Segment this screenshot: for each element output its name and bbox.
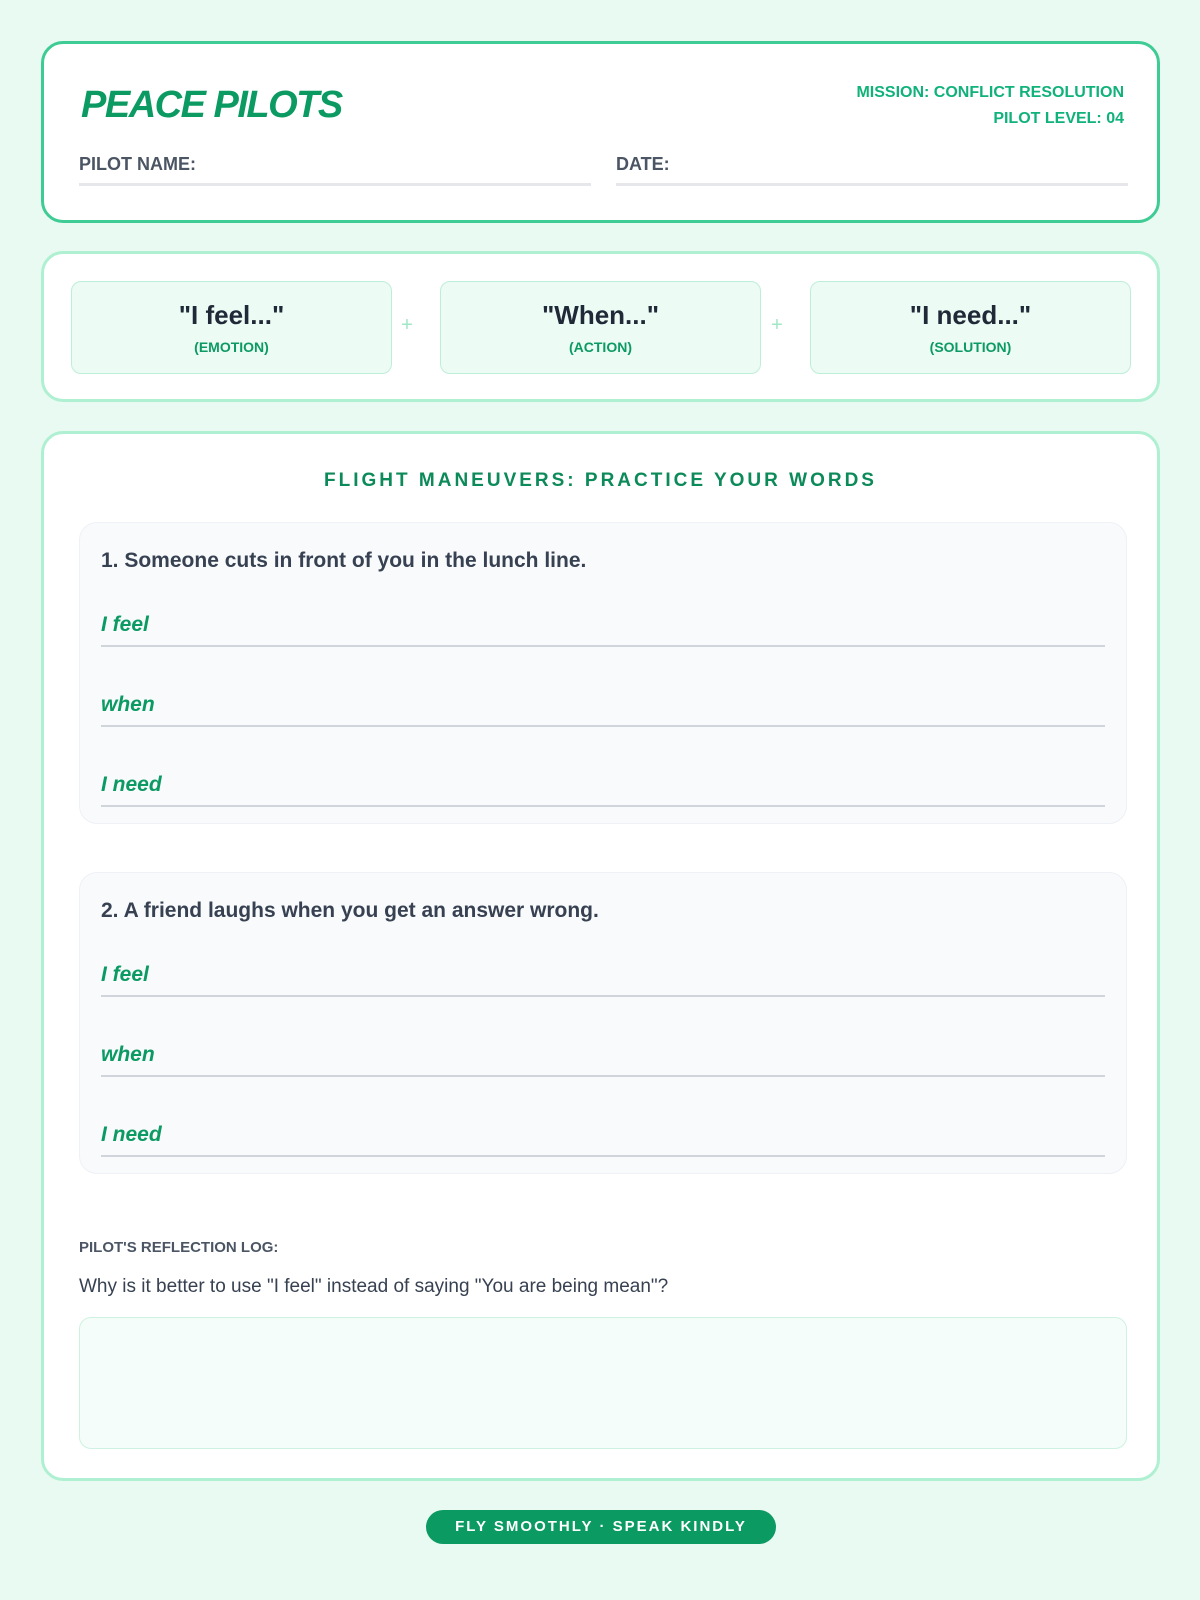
formula-phrase: "When..." <box>541 300 660 330</box>
answer-line-need[interactable] <box>101 1113 1105 1157</box>
scenario-question: 1. Someone cuts in front of you in the lunch line. <box>101 549 587 572</box>
formula-phrase: "I feel..." <box>178 300 285 330</box>
date-field[interactable] <box>616 154 1128 186</box>
prompt-label: I feel <box>101 963 149 986</box>
prompt-label: when <box>101 1043 155 1066</box>
answer-line-when[interactable] <box>101 683 1105 727</box>
reflection-question: Why is it better to use "I feel" instead of saying "You are being mean"? <box>79 1276 669 1297</box>
prompt-label: when <box>101 693 155 716</box>
reflection-answer-box[interactable] <box>79 1317 1127 1449</box>
practice-card <box>41 431 1160 1481</box>
formula-box-need <box>810 281 1131 374</box>
mission-label: MISSION: CONFLICT RESOLUTION <box>856 84 1124 101</box>
pilot-name-field[interactable] <box>79 154 591 186</box>
formula-card <box>41 251 1160 402</box>
answer-line-need[interactable] <box>101 763 1105 807</box>
answer-line-when[interactable] <box>101 1033 1105 1077</box>
answer-line-feel[interactable] <box>101 953 1105 997</box>
section-title: FLIGHT MANEUVERS: PRACTICE YOUR WORDS <box>324 470 877 491</box>
prompt-label: I feel <box>101 613 149 636</box>
mission-meta <box>856 80 1124 132</box>
formula-box-when <box>440 281 761 374</box>
scenario-question: 2. A friend laughs when you get an answer wrong. <box>101 899 599 922</box>
plus-icon: + <box>401 314 413 336</box>
formula-sub: (ACTION) <box>569 339 632 355</box>
formula-phrase: "I need..." <box>909 300 1032 330</box>
scenario-card <box>79 522 1127 824</box>
reflection-label: PILOT'S REFLECTION LOG: <box>79 1239 279 1256</box>
date-label: DATE: <box>616 154 670 174</box>
page-title: PEACE PILOTS <box>81 84 342 126</box>
header-card <box>41 41 1160 223</box>
prompt-label: I need <box>101 773 162 796</box>
formula-box-feel <box>71 281 392 374</box>
answer-line-feel[interactable] <box>101 603 1105 647</box>
scenario-card <box>79 872 1127 1174</box>
plus-icon: + <box>771 314 783 336</box>
prompt-label: I need <box>101 1123 162 1146</box>
pilot-name-label: PILOT NAME: <box>79 154 196 174</box>
formula-sub: (EMOTION) <box>194 339 269 355</box>
formula-sub: (SOLUTION) <box>929 339 1012 355</box>
footer-badge: FLY SMOOTHLY · SPEAK KINDLY <box>426 1510 776 1544</box>
pilot-level-label: PILOT LEVEL: 04 <box>993 110 1124 127</box>
